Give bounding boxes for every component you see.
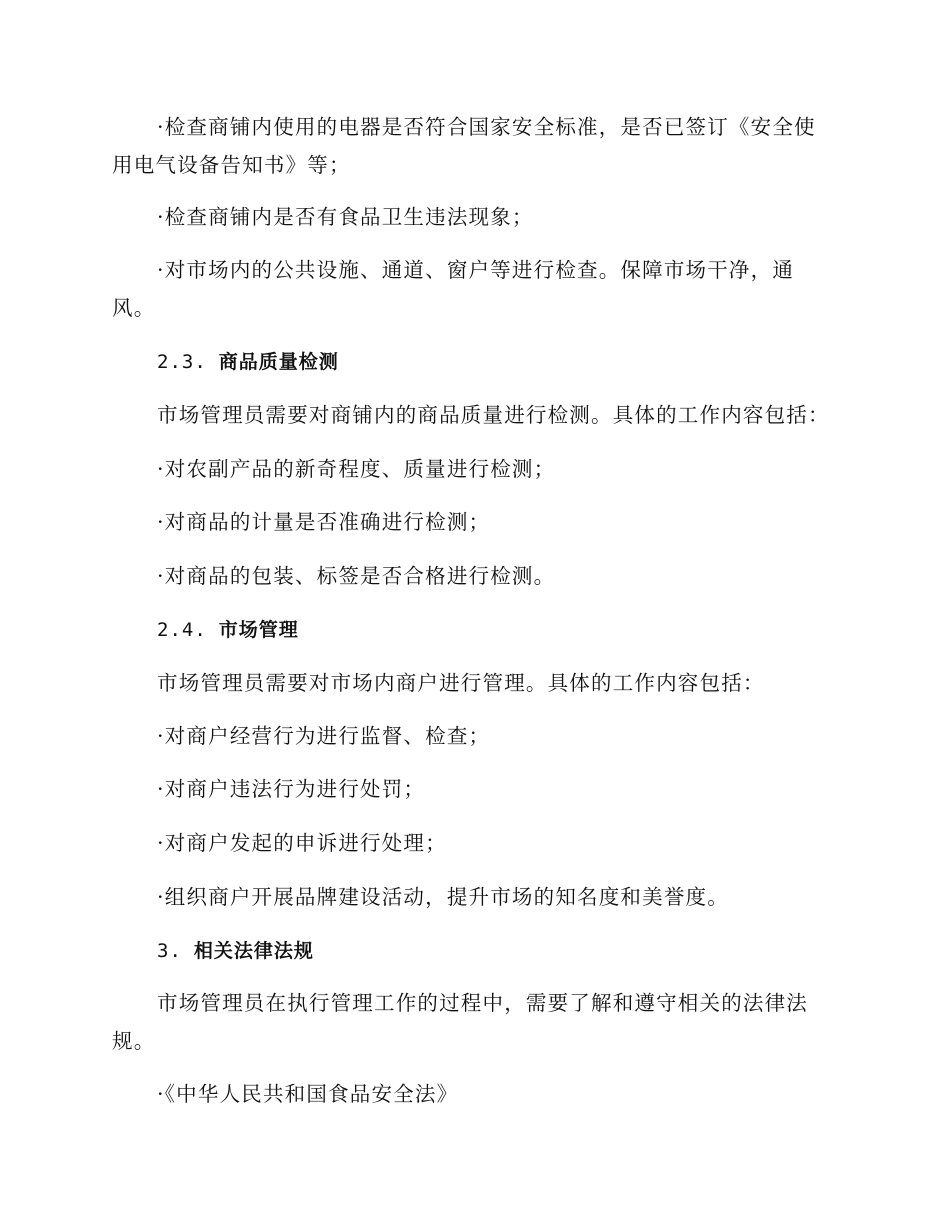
section-3-intro-line1: 市场管理员在执行管理工作的过程中，需要了解和遵守相关的法律法 — [157, 991, 808, 1015]
section-number: 2.3. — [157, 351, 207, 373]
bullet-electrical-check-line1: ·检查商铺内使用的电器是否符合国家安全标准，是否已签订《安全使 — [157, 115, 816, 139]
bullet-brand-building: ·组织商户开展品牌建设活动，提升市场的知名度和美誉度。 — [157, 885, 729, 909]
bullet-food-hygiene-check: ·检查商铺内是否有食品卫生违法现象； — [157, 205, 534, 229]
bullet-packaging-labels: ·对商品的包装、标签是否合格进行检测。 — [157, 564, 556, 588]
section-2-3-intro: 市场管理员需要对商铺内的商品质量进行检测。具体的工作内容包括： — [157, 403, 830, 427]
bullet-food-safety-law: ·《中华人民共和国食品安全法》 — [157, 1082, 459, 1106]
bullet-facility-check-line1: ·对市场内的公共设施、通道、窗户等进行检查。保障市场干净，通 — [157, 258, 795, 282]
bullet-electrical-check-line2: 用电气设备告知书》等； — [112, 153, 351, 177]
bullet-produce-quality: ·对农副产品的新奇程度、质量进行检测； — [157, 457, 556, 481]
section-number: 2.4. — [157, 619, 207, 641]
section-title: 市场管理 — [218, 619, 299, 641]
bullet-penalize-violations: ·对商户违法行为进行处罚； — [157, 777, 426, 801]
section-3-intro-line2: 规。 — [112, 1029, 156, 1053]
section-number: 3. — [157, 940, 182, 962]
section-title: 相关法律法规 — [193, 940, 314, 962]
section-title: 商品质量检测 — [218, 351, 339, 373]
section-heading-2-3 — [157, 344, 877, 380]
bullet-supervise-merchants: ·对商户经营行为进行监督、检查； — [157, 724, 491, 748]
section-heading-3 — [157, 933, 877, 969]
bullet-handle-complaints: ·对商户发起的申诉进行处理； — [157, 831, 447, 855]
section-2-4-intro: 市场管理员需要对市场内商户进行管理。具体的工作内容包括： — [157, 671, 765, 695]
bullet-facility-check-line2: 风。 — [112, 296, 156, 320]
bullet-measurement-accuracy: ·对商品的计量是否准确进行检测； — [157, 510, 491, 534]
section-heading-2-4 — [157, 612, 877, 648]
